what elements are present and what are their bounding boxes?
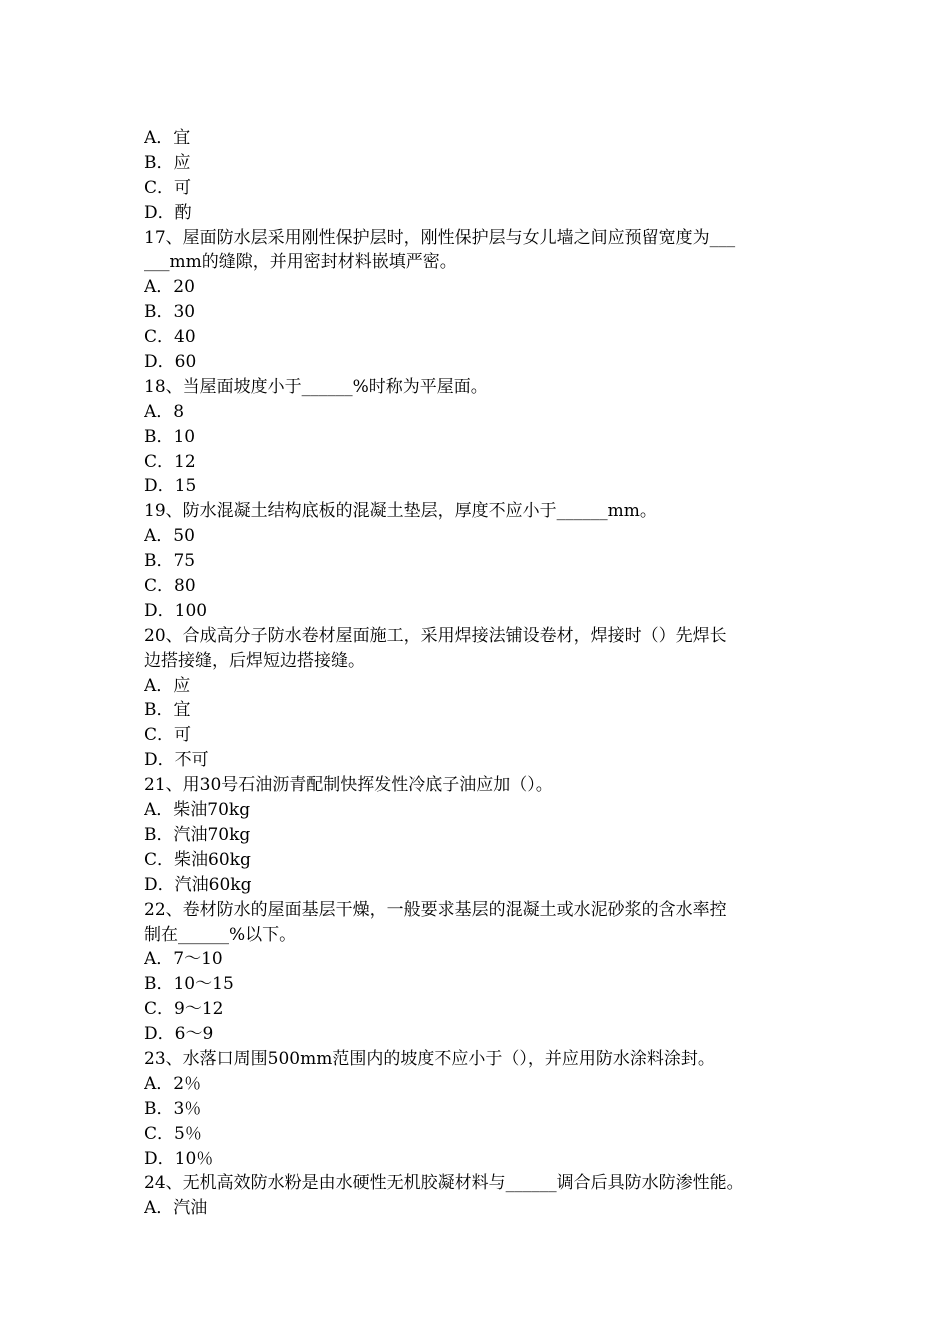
text-line: C．12 xyxy=(144,451,196,472)
text-line: B．汽油70kg xyxy=(144,824,251,845)
text-line: A．柴油70kg xyxy=(144,800,251,821)
question-19: 19、防水混凝土结构底板的混凝土垫层，厚度不应小于______mm。 xyxy=(144,501,657,522)
text-line: D．汽油60kg xyxy=(144,874,252,895)
question-23: 23、水落口周围500mm范围内的坡度不应小于（），并应用防水涂料涂封。 xyxy=(144,1048,715,1069)
text-line: A．7～10 xyxy=(144,949,223,970)
question-22: 22、卷材防水的屋面基层干燥，一般要求基层的混凝土或水泥砂浆的含水率控 xyxy=(144,899,727,920)
document-body xyxy=(144,126,812,1221)
text-line: D．10％ xyxy=(144,1148,214,1169)
question-18: 18、当屋面坡度小于______%时称为平屋面。 xyxy=(144,376,488,397)
text-line: C．40 xyxy=(144,327,196,348)
text-line: 制在______%以下。 xyxy=(144,924,297,945)
question-21: 21、用30号石油沥青配制快挥发性冷底子油应加（）。 xyxy=(144,775,553,796)
text-line: D．15 xyxy=(144,476,197,497)
text-line: D．不可 xyxy=(144,750,209,771)
text-line: ___mm的缝隙，并用密封材料嵌填严密。 xyxy=(144,252,457,273)
text-line: A．2％ xyxy=(144,1073,202,1094)
text-line: C．5％ xyxy=(144,1123,202,1144)
text-line: A．汽油 xyxy=(144,1198,208,1219)
text-line: A．20 xyxy=(144,277,195,298)
text-line: B．10～15 xyxy=(144,974,234,995)
text-line: D．6～9 xyxy=(144,1024,214,1045)
text-line: B．10 xyxy=(144,426,196,447)
text-line: A．宜 xyxy=(144,128,191,148)
text-line: D．60 xyxy=(144,352,197,373)
question-24: 24、无机高效防水粉是由水硬性无机胶凝材料与______调合后具防水防渗性能。 xyxy=(144,1173,744,1194)
text-line: C．可 xyxy=(144,177,192,198)
text-line: B．宜 xyxy=(144,700,191,721)
text-line: B．3％ xyxy=(144,1098,202,1119)
text-line: 边搭接缝，后焊短边搭接缝。 xyxy=(144,650,365,671)
text-line: A．50 xyxy=(144,526,195,547)
text-line: B．75 xyxy=(144,551,196,572)
question-20: 20、合成高分子防水卷材屋面施工，采用焊接法铺设卷材，焊接时（）先焊长 xyxy=(144,625,727,646)
text-line: B．应 xyxy=(144,152,191,173)
text-line: C．柴油60kg xyxy=(144,849,251,870)
text-line: A．8 xyxy=(144,401,185,422)
text-line: D．100 xyxy=(144,600,208,621)
text-line: A．应 xyxy=(144,675,191,696)
text-line: D．酌 xyxy=(144,202,192,223)
question-17: 17、屋面防水层采用刚性保护层时，刚性保护层与女儿墙之间应预留宽度为___ xyxy=(144,227,736,248)
text-line: C．9～12 xyxy=(144,999,224,1020)
text-line: C．80 xyxy=(144,576,196,597)
text-line: C．可 xyxy=(144,725,192,746)
text-line: B．30 xyxy=(144,302,196,323)
